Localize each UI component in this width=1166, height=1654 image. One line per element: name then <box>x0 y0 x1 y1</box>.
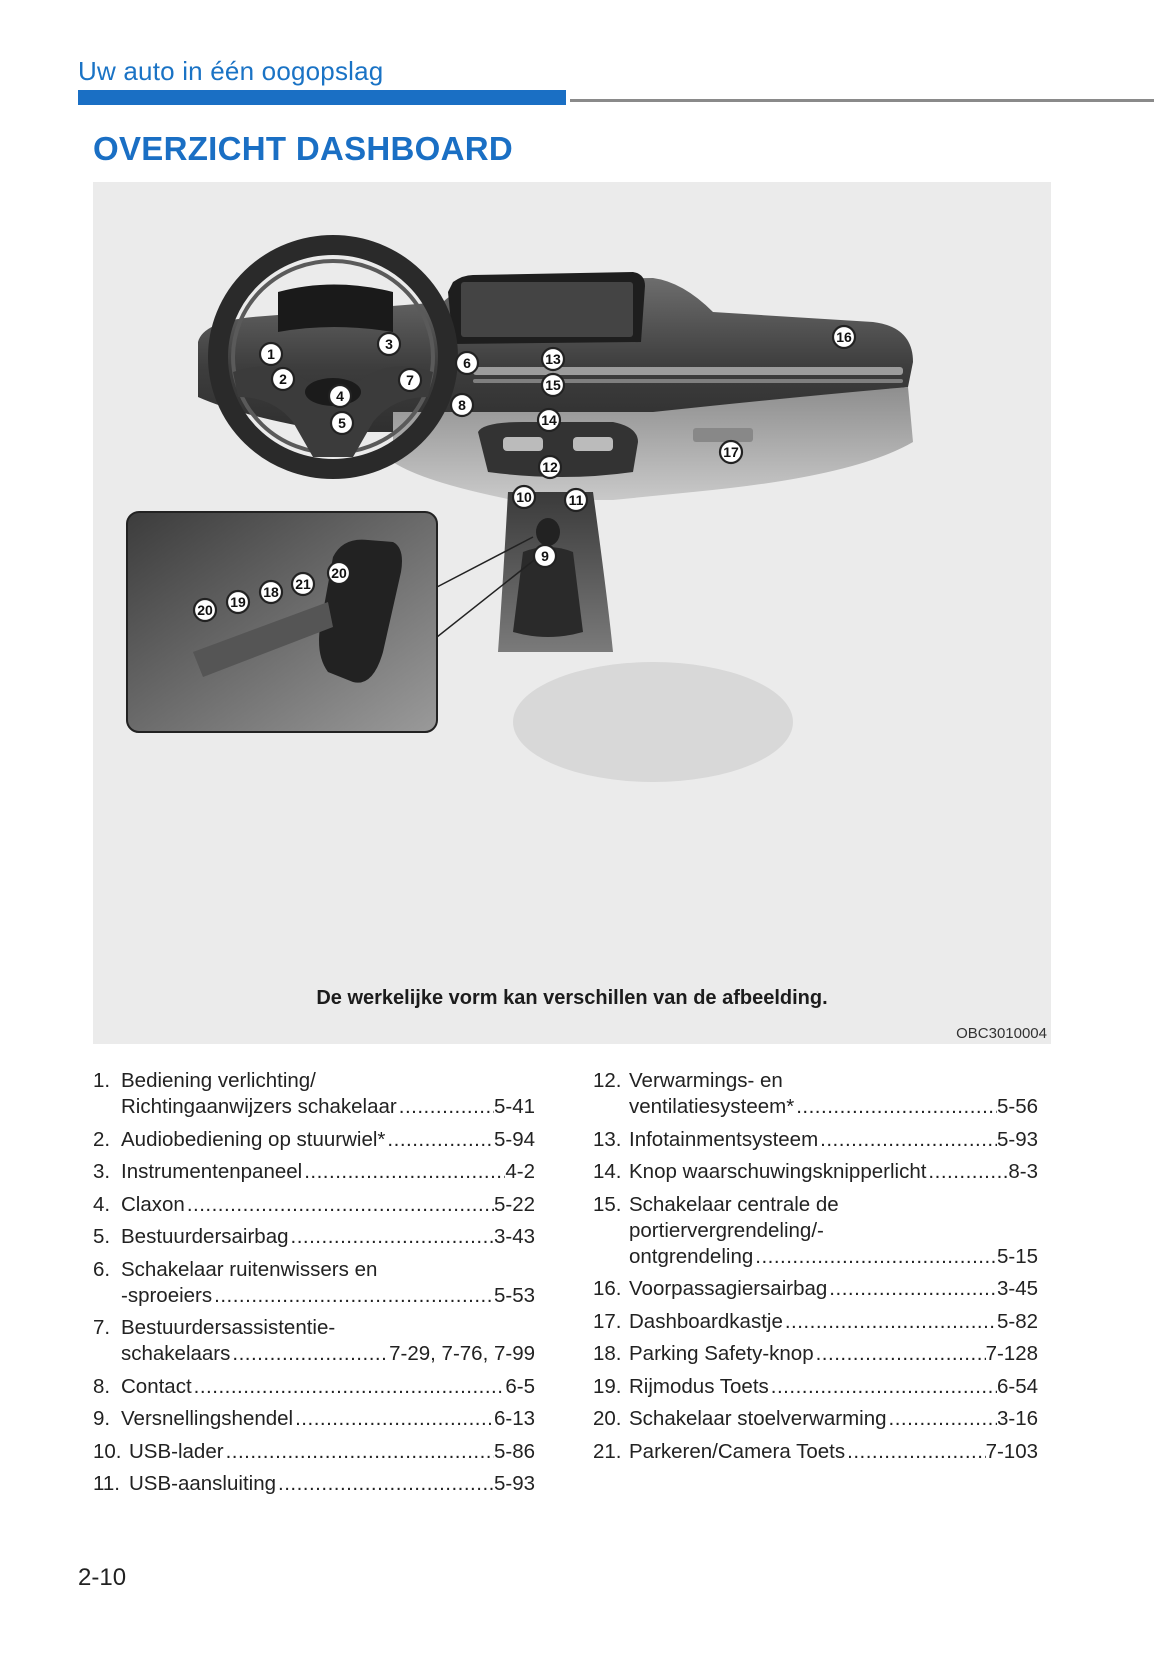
svg-text:1: 1 <box>267 346 275 362</box>
leader-dots <box>224 1439 494 1465</box>
leader-dots <box>814 1341 986 1367</box>
list-item-number: 18. <box>593 1342 622 1365</box>
svg-text:16: 16 <box>836 329 852 345</box>
list-item-page: 5-93 <box>996 1127 1038 1151</box>
list-item-page: 6-54 <box>996 1374 1038 1398</box>
callout-8 <box>451 394 473 416</box>
section-title: Uw auto in één oogopslag <box>78 56 384 86</box>
list-item-page: 6-5 <box>505 1374 535 1398</box>
svg-text:11: 11 <box>568 492 584 508</box>
list-item-label: Knop waarschuwingsknipperlicht <box>629 1160 927 1183</box>
page-title: OVERZICHT DASHBOARD <box>93 130 514 167</box>
list-item-page: 5-53 <box>493 1283 535 1307</box>
list-item-page: 4-2 <box>505 1160 535 1183</box>
list-item-label: Schakelaar ruitenwissers en <box>121 1257 378 1281</box>
list-item-number: 14. <box>593 1160 622 1183</box>
list-item-label: Instrumentenpaneel <box>121 1160 303 1183</box>
svg-text:21: 21 <box>295 576 311 592</box>
svg-text:2: 2 <box>279 371 287 387</box>
list-item-number: 2. <box>93 1127 111 1151</box>
list-item-label: Schakelaar stoelverwarming <box>629 1407 887 1430</box>
callout-6 <box>456 352 478 374</box>
list-item-number: 4. <box>93 1192 111 1216</box>
list-item <box>593 1309 1038 1335</box>
callout-11 <box>565 489 587 511</box>
leader-dots <box>845 1439 985 1465</box>
list-item-page: 3-43 <box>493 1225 535 1248</box>
list-item-number: 7. <box>93 1316 111 1339</box>
svg-text:13: 13 <box>545 351 561 367</box>
list-item <box>93 1224 535 1250</box>
svg-text:10: 10 <box>516 489 532 505</box>
leader-dots <box>276 1471 494 1497</box>
dashboard-figure <box>93 182 1051 1044</box>
list-item-number: 12. <box>593 1069 622 1092</box>
callout-5 <box>331 412 353 434</box>
svg-text:4: 4 <box>336 388 344 404</box>
list-item-number: 13. <box>593 1127 622 1151</box>
list-item-label: schakelaars <box>121 1342 231 1365</box>
svg-text:12: 12 <box>542 459 558 475</box>
list-item-number: 10. <box>93 1439 122 1463</box>
list-item-label: Voorpassagiersairbag <box>629 1277 828 1300</box>
list-item <box>93 1439 535 1465</box>
list-item-number: 5. <box>93 1225 111 1248</box>
list-item-label: ventilatiesysteem* <box>629 1095 795 1118</box>
list-item-label: Audiobediening op stuurwiel* <box>121 1127 386 1151</box>
inset-callout-20a <box>194 599 216 621</box>
callout-7 <box>399 369 421 391</box>
list-item <box>593 1406 1038 1432</box>
leader-dots <box>185 1192 494 1218</box>
list-item-number: 8. <box>93 1374 111 1398</box>
list-item-number: 3. <box>93 1160 111 1183</box>
leader-dots <box>192 1374 506 1400</box>
list-item-label: Dashboardkastje <box>629 1309 783 1333</box>
inset-callout-21 <box>292 573 314 595</box>
callout-1 <box>260 343 282 365</box>
leader-dots <box>302 1159 505 1185</box>
list-item-page: 6-13 <box>493 1407 535 1430</box>
list-item-page: 5-82 <box>996 1309 1038 1333</box>
svg-text:5: 5 <box>338 415 346 431</box>
svg-text:3: 3 <box>385 336 393 352</box>
list-item-label: -sproeiers <box>121 1283 213 1307</box>
svg-text:19: 19 <box>230 594 246 610</box>
leader-dots <box>397 1094 494 1120</box>
svg-text:15: 15 <box>545 377 561 393</box>
list-item-number: 11. <box>93 1472 120 1495</box>
inset-callout-20b <box>328 562 350 584</box>
list-item <box>593 1341 1038 1367</box>
list-item-number: 16. <box>593 1277 622 1300</box>
list-item <box>593 1127 1038 1153</box>
svg-text:6: 6 <box>463 355 471 371</box>
list-item-label: USB-lader <box>129 1439 224 1463</box>
list-item-label: Claxon <box>121 1192 185 1216</box>
header-bar-accent <box>78 90 566 105</box>
list-item-page: 7-128 <box>985 1342 1038 1365</box>
svg-text:18: 18 <box>263 584 279 600</box>
list-item-label: Versnellingshendel <box>121 1407 294 1430</box>
leader-dots <box>783 1309 997 1335</box>
callout-15 <box>542 374 564 396</box>
list-item <box>593 1276 1038 1302</box>
list-item-label: USB-aansluiting <box>129 1472 276 1495</box>
list-item-label: Rijmodus Toets <box>629 1374 769 1398</box>
header-rule <box>570 99 1154 102</box>
figure-caption: De werkelijke vorm kan verschillen van de afbeelding. <box>316 987 828 1009</box>
list-item <box>93 1471 535 1497</box>
list-item-number: 17. <box>593 1309 622 1333</box>
list-item-label: Parkeren/Camera Toets <box>629 1439 846 1463</box>
list-item-page: 8-3 <box>1008 1160 1038 1183</box>
list-item <box>93 1159 535 1185</box>
callout-9 <box>534 545 556 567</box>
list-item-label: Richtingaanwijzers schakelaar <box>121 1095 397 1118</box>
callout-3 <box>378 333 400 355</box>
leader-dots <box>794 1094 997 1120</box>
list-item <box>593 1159 1038 1185</box>
list-item-page: 3-16 <box>996 1407 1038 1430</box>
list-item-label: Bediening verlichting/ <box>121 1069 316 1092</box>
component-list-right <box>593 1068 1038 1471</box>
svg-text:14: 14 <box>541 412 557 428</box>
callout-10 <box>513 486 535 508</box>
component-list-left <box>93 1068 535 1504</box>
figure-code: OBC3010004 <box>956 1025 1047 1042</box>
list-item-label: Bestuurdersassistentie- <box>121 1316 336 1339</box>
list-item-page: 5-22 <box>493 1192 535 1216</box>
list-item <box>593 1374 1038 1400</box>
list-item-label: Bestuurdersairbag <box>121 1225 289 1248</box>
list-item <box>93 1315 535 1367</box>
leader-dots <box>212 1283 494 1309</box>
leader-dots <box>289 1224 494 1250</box>
leader-dots <box>293 1406 494 1432</box>
callout-4 <box>329 385 351 407</box>
list-item-page: 5-15 <box>996 1244 1038 1268</box>
list-item <box>93 1192 535 1218</box>
list-item-label: Verwarmings- en <box>629 1069 783 1092</box>
list-item-number: 15. <box>593 1192 622 1216</box>
list-item <box>93 1257 535 1309</box>
svg-text:9: 9 <box>541 548 549 564</box>
svg-text:17: 17 <box>723 444 739 460</box>
list-item-number: 19. <box>593 1374 622 1398</box>
list-item-page: 3-45 <box>996 1277 1038 1300</box>
dashboard-illustration <box>93 182 1051 982</box>
leader-dots <box>753 1244 997 1270</box>
list-item-label: Contact <box>121 1374 192 1398</box>
list-item-label: Parking Safety-knop <box>629 1342 814 1365</box>
callout-2 <box>272 368 294 390</box>
svg-text:20: 20 <box>331 565 347 581</box>
list-item-label: portiervergrendeling/- <box>629 1218 824 1242</box>
leader-dots <box>385 1127 494 1153</box>
list-item-number: 1. <box>93 1069 111 1092</box>
callout-13 <box>542 348 564 370</box>
list-item-page: 7-29, 7-76, 7-99 <box>389 1342 535 1365</box>
svg-text:8: 8 <box>458 397 466 413</box>
leader-dots <box>818 1127 997 1153</box>
leader-dots <box>827 1276 997 1302</box>
inset-callout-19 <box>227 591 249 613</box>
callout-12 <box>539 456 561 478</box>
list-item-page: 5-86 <box>493 1439 535 1463</box>
list-item <box>93 1068 535 1120</box>
list-item-number: 21. <box>593 1439 622 1463</box>
callout-17 <box>720 441 742 463</box>
list-item-label: Schakelaar centrale de <box>629 1192 839 1216</box>
list-item-number: 9. <box>93 1407 111 1430</box>
list-item-number: 6. <box>93 1257 111 1281</box>
list-item-label: ontgrendeling <box>629 1244 754 1268</box>
list-item-page: 5-56 <box>996 1095 1038 1118</box>
inset-callout-18 <box>260 581 282 603</box>
leader-dots <box>230 1341 389 1367</box>
leader-dots <box>769 1374 997 1400</box>
svg-text:20: 20 <box>197 602 213 618</box>
list-item-page: 5-93 <box>493 1472 535 1495</box>
list-item-number: 20. <box>593 1407 622 1430</box>
leader-dots <box>926 1159 1008 1185</box>
list-item-page: 5-94 <box>493 1127 535 1151</box>
callout-14 <box>538 409 560 431</box>
list-item <box>593 1068 1038 1120</box>
list-item <box>93 1127 535 1153</box>
list-item-label: Infotainmentsysteem <box>629 1127 819 1151</box>
page-number: 2-10 <box>78 1564 127 1591</box>
list-item <box>93 1406 535 1432</box>
callout-16 <box>833 326 855 348</box>
svg-text:7: 7 <box>406 372 414 388</box>
list-item-page: 5-41 <box>493 1095 535 1118</box>
list-item <box>593 1439 1038 1465</box>
list-item <box>593 1192 1038 1270</box>
leader-dots <box>887 1406 997 1432</box>
list-item-page: 7-103 <box>985 1439 1038 1463</box>
list-item <box>93 1374 535 1400</box>
